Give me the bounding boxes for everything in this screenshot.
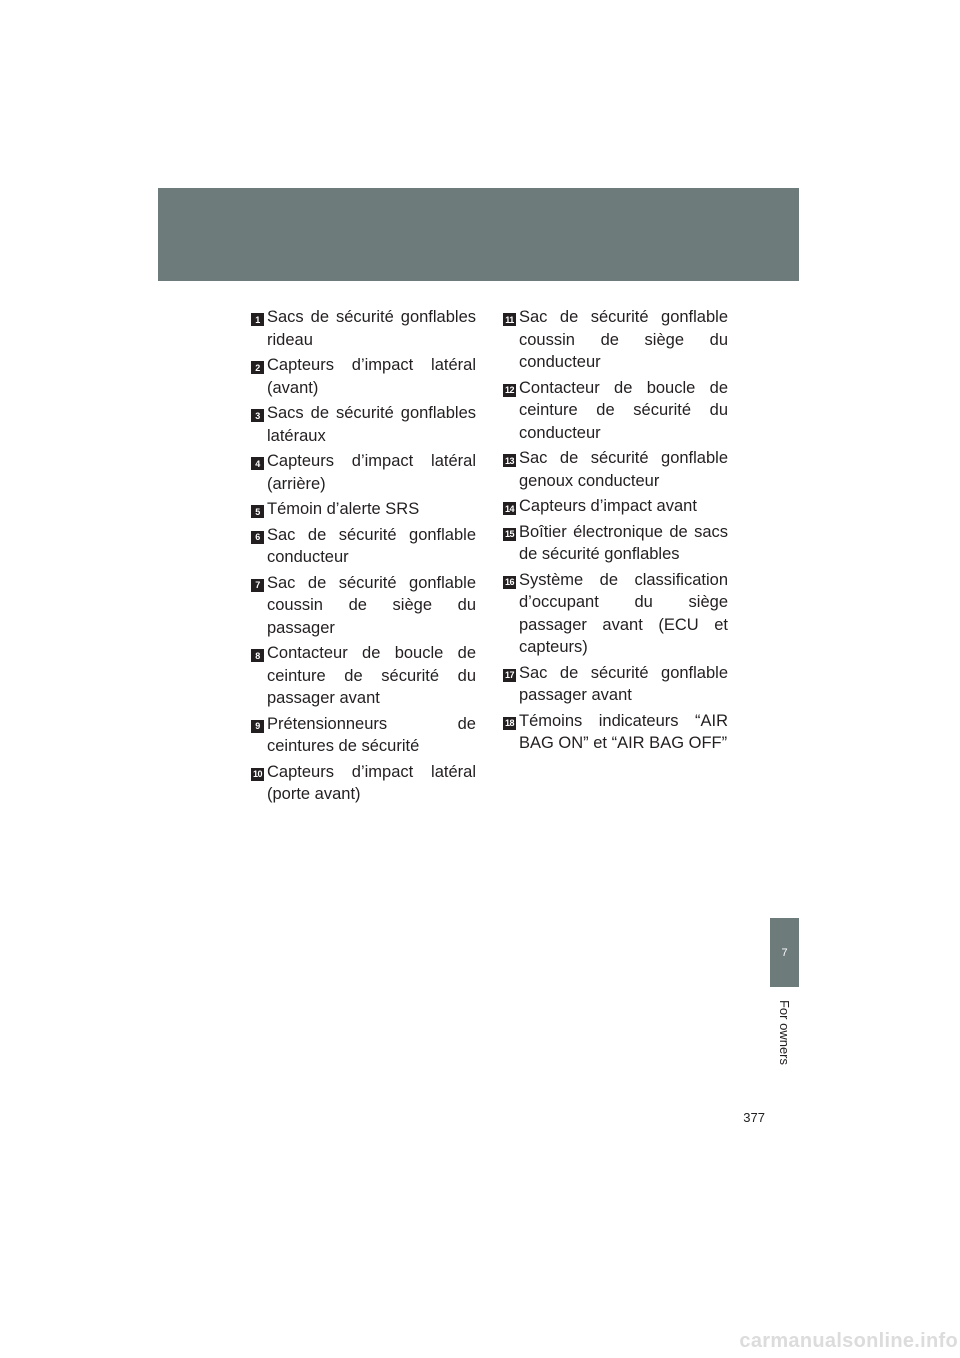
item-text: Sac de sécurité gonflable coussin de siège du conducteur	[519, 308, 728, 371]
list-item	[251, 642, 476, 710]
item-number-badge: 5	[251, 505, 264, 518]
item-number-badge: 10	[252, 769, 262, 779]
item-number-badge: 8	[251, 649, 264, 662]
item-text: Capteurs d’impact avant	[519, 497, 697, 515]
item-text: Témoins indicateurs “AIR BAG ON” et “AIR BAG OFF”	[519, 711, 728, 752]
item-number-badge: 13	[504, 455, 514, 466]
list-item	[251, 761, 476, 806]
item-number-badge: 3	[251, 409, 264, 422]
item-text: Système de classification d’occupant du siège passager avant (ECU et capteurs)	[519, 570, 728, 656]
item-number-badge: 14	[504, 503, 514, 514]
item-number-badge: 17	[504, 670, 514, 680]
item-text: Contacteur de boucle de ceinture de sécurité du conducteur	[519, 378, 728, 442]
item-text: Sac de sécurité gonflable conducteur	[267, 525, 476, 566]
item-number-badge: 18	[504, 718, 514, 728]
item-text: Contacteur de boucle de ceinture de sécurité du passager avant	[267, 644, 476, 707]
right-column	[503, 306, 728, 758]
list-item	[503, 569, 728, 659]
item-number-badge: 7	[251, 579, 264, 592]
list-item	[503, 662, 728, 707]
watermark: carmanualsonline.info	[739, 1330, 958, 1352]
item-number-badge: 12	[504, 385, 514, 395]
list-item	[503, 306, 728, 374]
page-number: 377	[743, 1110, 765, 1125]
item-number-badge: 2	[251, 361, 264, 374]
item-text: Capteurs d’impact latéral (arrière)	[267, 452, 476, 493]
chapter-tab	[770, 918, 799, 987]
list-item	[251, 498, 476, 521]
item-text: Capteurs d’impact latéral (avant)	[267, 356, 476, 397]
item-text: Sac de sécurité gonflable coussin de siège du passager	[267, 573, 476, 637]
list-item	[251, 713, 476, 758]
item-text: Capteurs d’impact latéral (porte avant)	[267, 762, 476, 803]
list-item	[251, 524, 476, 569]
item-text: Sac de sécurité gonflable genoux conducteur	[519, 449, 728, 490]
item-number-badge: 6	[251, 531, 264, 544]
list-item	[503, 377, 728, 445]
list-item	[251, 354, 476, 399]
item-text: Sac de sécurité gonflable passager avant	[519, 663, 728, 704]
list-item	[503, 521, 728, 566]
item-number-badge: 9	[251, 720, 264, 733]
list-item	[503, 495, 728, 518]
item-number-badge: 4	[251, 457, 264, 470]
list-item	[251, 450, 476, 495]
item-number-badge: 11	[503, 313, 516, 326]
list-item	[503, 447, 728, 492]
chapter-label-text: For owners	[777, 999, 792, 1066]
list-item	[251, 572, 476, 640]
item-text: Sacs de sécurité gonflables latéraux	[267, 404, 476, 445]
left-column	[251, 306, 476, 809]
item-number-badge: 16	[504, 577, 514, 587]
item-number-badge: 1	[251, 313, 264, 326]
item-number-badge: 15	[504, 529, 514, 539]
header-band	[158, 188, 799, 281]
item-text: Prétensionneurs de ceintures de sécurité	[267, 714, 476, 755]
list-item	[251, 402, 476, 447]
list-item	[503, 710, 728, 755]
chapter-number: 7	[781, 946, 788, 959]
item-text: Témoin d’alerte SRS	[267, 500, 420, 518]
item-text: Sacs de sécurité gonflables rideau	[267, 308, 476, 349]
chapter-label	[770, 990, 799, 1075]
item-text: Boîtier électronique de sacs de sécurité gonflables	[519, 522, 728, 563]
list-item	[251, 306, 476, 351]
